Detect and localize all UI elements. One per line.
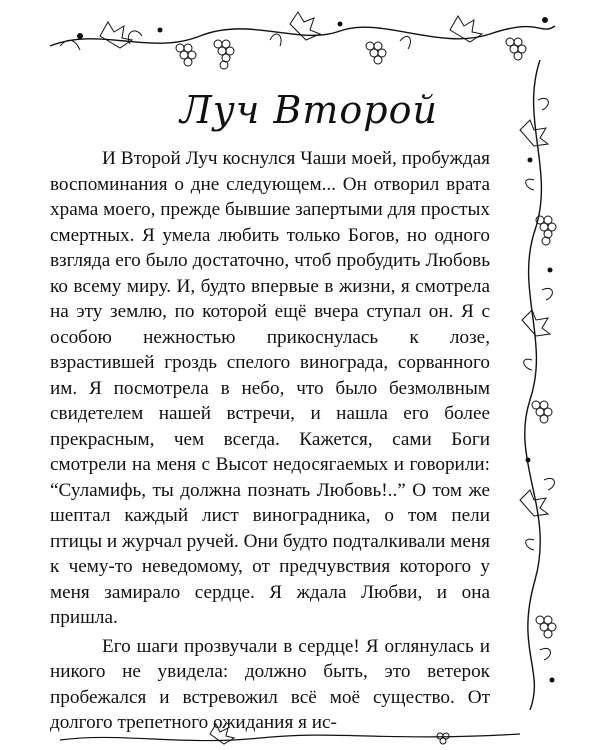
grapevine-top-border-icon — [40, 6, 560, 76]
grapevine-right-border-icon — [500, 60, 570, 710]
paragraph: Его шаги прозвучали в сердце! Я оглянулась и никого не увидела: должно быть, это ветерок пробежался и встревожил всё моё существо. От долгого трепетного ожидания я ис- — [50, 635, 490, 733]
paragraph: И Второй Луч коснулся Чаши моей, пробуждая воспоминания о дне следующем... Он отворил врата храма моего, прежде бывшие запертыми для простых смертных. Я умела любить только Богов, но одного взгляда его было достаточно, чтоб пробудить Любовь ко всему миру. И, будто впервые в жизни, я смотрела на эту землю, по которой ещё вчера ступал он. Я с особою нежностью прикоснулась к лозе, взрастившей гроздь спелого винограда, сорванного им. Я посмотрела в небо, что было безмолвным свидетелем нашей встречи, и нашла его более прекрасным, чем всегда. Кажется, сами Боги смотрели на меня с Высот недосягаемых и говорили: “Суламифь, ты должна познать Любовь!..” О том же шептал каждый лист виноградника, о том пели птицы и журчал ручей. Они будто подталкивали меня к чему-то неведомому, от предчувствия которого у меня замирало сердце. Я ждала Любви, и она пришла. — [50, 148, 490, 628]
chapter-title: Луч Второй — [180, 88, 438, 132]
body-text — [50, 146, 490, 736]
